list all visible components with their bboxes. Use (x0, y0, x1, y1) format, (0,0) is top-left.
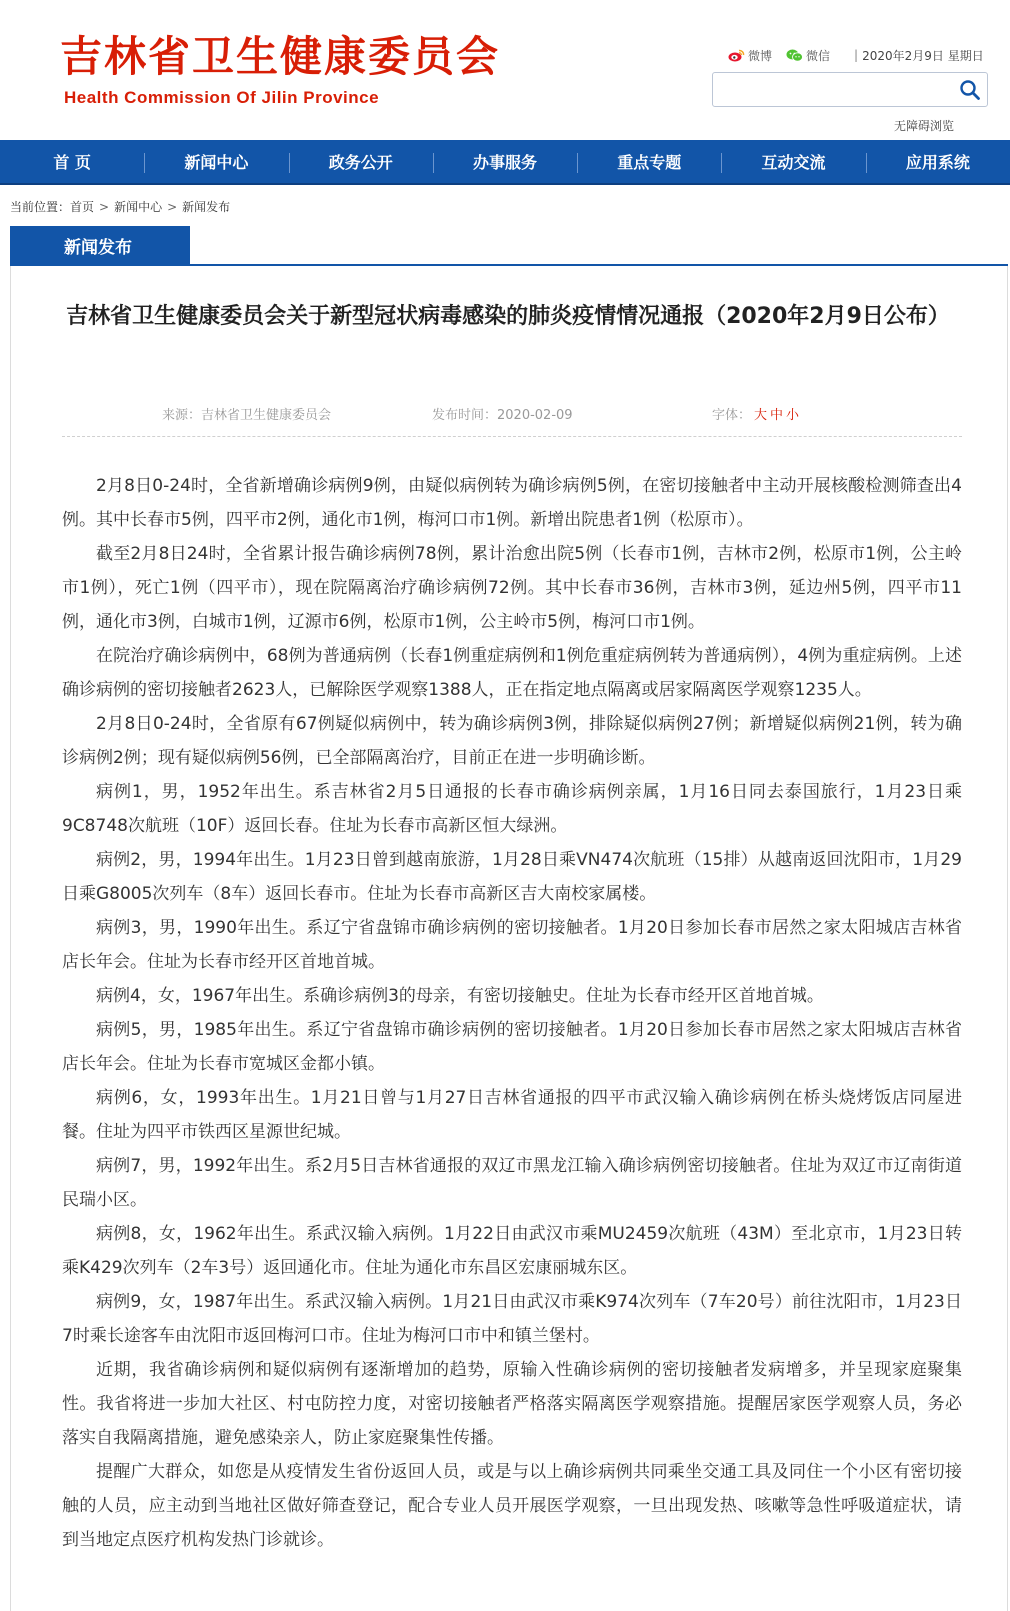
nav-item-applications[interactable]: 应用系统 (866, 140, 1010, 183)
section-bar (10, 226, 1008, 266)
breadcrumb-home[interactable]: 首页 (70, 200, 95, 214)
article-paragraph: 提醒广大群众，如您是从疫情发生省份返回人员，或是与以上确诊病例共同乘坐交通工具及同住一个小区有密切接触的人员，应主动到当地社区做好筛查登记，配合专业人员开展医学观察，一旦出现发热、咳嗽等急性呼吸道症状，请到当地定点医疗机构发热门诊就诊。 (62, 1462, 962, 1550)
search-input[interactable] (713, 73, 953, 106)
search-icon[interactable] (959, 79, 981, 101)
wechat-label: 微信 (806, 48, 831, 63)
breadcrumb-prefix: 当前位置： (10, 200, 71, 214)
article-paragraph: 2月8日0-24时，全省原有67例疑似病例中，转为确诊病例3例，排除疑似病例27例；新增疑似病例21例，转为确诊病例2例；现有疑似病例56例，已全部隔离治疗，目前正在进一步明确诊断。 (62, 714, 962, 768)
nav-item-home[interactable]: 首 页 (53, 153, 91, 172)
article-paragraph: 病例3，男，1990年出生。系辽宁省盘锦市确诊病例的密切接触者。1月20日参加长春市居然之家太阳城店吉林省店长年会。住址为长春市经开区首地首城。 (62, 918, 962, 972)
article-paragraph: 在院治疗确诊病例中，68例为普通病例（长春1例重症病例和1例危重症病例转为普通病例），4例为重症病例。上述确诊病例的密切接触者2623人，已解除医学观察1388人，正在指定地点隔离或居家隔离医学观察1235人。 (62, 646, 962, 700)
breadcrumb-news-release[interactable]: 新闻发布 (182, 200, 231, 214)
accessible-browse-link[interactable]: 无障碍浏览 (894, 119, 955, 133)
article-title: 吉林省卫生健康委员会关于新型冠状病毒感染的肺炎疫情情况通报（2020年2月9日公布） (66, 304, 950, 329)
font-medium-button[interactable]: 中 (770, 408, 784, 423)
article-paragraph: 病例1，男，1952年出生。系吉林省2月5日通报的长春市确诊病例亲属，1月16日同去泰国旅行，1月23日乘9C8748次航班（10F）返回长春。住址为长春市高新区恒大绿洲。 (62, 782, 962, 836)
nav-item-interaction[interactable]: 互动交流 (721, 140, 865, 183)
article-paragraph: 病例2，男，1994年出生。1月23日曾到越南旅游，1月28日乘VN474次航班（15排）从越南返回沈阳市，1月29日乘G8005次列车（8车）返回长春市。住址为长春市高新区吉大南校家属楼。 (62, 850, 962, 904)
weibo-link[interactable] (728, 47, 772, 64)
source-label: 来源： (162, 408, 202, 423)
time-label: 发布时间： (432, 408, 498, 423)
site-logo-subtitle: Health Commission Of Jilin Province (64, 88, 380, 107)
weibo-label: 微博 (748, 48, 773, 63)
date-separator: | (854, 48, 859, 62)
search-box (712, 72, 988, 107)
site-logo-title[interactable]: 吉林省卫生健康委员会 (60, 32, 501, 81)
nav-item-key-topics[interactable]: 重点专题 (577, 140, 721, 183)
font-size-switcher (712, 404, 799, 423)
article-paragraph: 病例4，女，1967年出生。系确诊病例3的母亲，有密切接触史。住址为长春市经开区首地首城。 (96, 986, 824, 1006)
article-publish-time (432, 404, 573, 423)
article-paragraph: 病例8，女，1962年出生。系武汉输入病例。1月22日由武汉市乘MU2459次航班（43M）至北京市，1月23日转乘K429次列车（2车3号）返回通化市。住址为通化市东昌区宏康丽城东区。 (62, 1224, 962, 1278)
font-small-button[interactable]: 小 (786, 408, 800, 423)
meta-divider (62, 436, 962, 437)
article-body (62, 469, 962, 1557)
article-paragraph: 病例6，女，1993年出生。1月21日曾与1月27日吉林省通报的四平市武汉输入确诊病例在桥头烧烤饭店同屋进餐。住址为四平市铁西区星源世纪城。 (62, 1088, 962, 1142)
breadcrumb (10, 198, 230, 215)
article-paragraph: 2月8日0-24时，全省新增确诊病例9例，由疑似病例转为确诊病例5例，在密切接触者中主动开展核酸检测筛查出4例。其中长春市5例，四平市2例，通化市1例，梅河口市1例。新增出院患者1例（松原市）。 (62, 476, 962, 530)
breadcrumb-news-center[interactable]: 新闻中心 (114, 200, 163, 214)
top-links (728, 44, 984, 66)
breadcrumb-separator: > (99, 199, 110, 214)
article-paragraph: 病例9，女，1987年出生。系武汉输入病例。1月21日由武汉市乘K974次列车（7车20号）前往沈阳市，1月23日7时乘长途客车由沈阳市返回梅河口市。住址为梅河口市中和镇兰堡村。 (62, 1292, 962, 1346)
nav-item-news-center[interactable]: 新闻中心 (144, 140, 288, 183)
time-value: 2020-02-09 (497, 408, 573, 423)
nav-item-government-affairs[interactable]: 政务公开 (289, 140, 433, 183)
current-date: 2020年2月9日 星期日 (862, 48, 984, 63)
font-large-button[interactable]: 大 (754, 408, 768, 423)
section-tab-news-release: 新闻发布 (10, 226, 190, 264)
font-label: 字体： (712, 408, 752, 423)
main-nav (0, 140, 1010, 185)
weibo-icon (728, 49, 745, 62)
article-paragraph: 病例5，男，1985年出生。系辽宁省盘锦市确诊病例的密切接触者。1月20日参加长春市居然之家太阳城店吉林省店长年会。住址为长春市宽城区金都小镇。 (62, 1020, 962, 1074)
source-value: 吉林省卫生健康委员会 (201, 408, 332, 423)
article-paragraph: 近期，我省确诊病例和疑似病例有逐渐增加的趋势，原输入性确诊病例的密切接触者发病增多，并呈现家庭聚集性。我省将进一步加大社区、村屯防控力度，对密切接触者严格落实隔离医学观察措施。提醒居家医学观察人员，务必落实自我隔离措施，避免感染亲人，防止家庭聚集性传播。 (62, 1360, 962, 1448)
wechat-icon (786, 49, 803, 62)
breadcrumb-separator: > (167, 199, 178, 214)
article-source (162, 404, 331, 423)
nav-item-services[interactable]: 办事服务 (433, 140, 577, 183)
wechat-link[interactable] (786, 47, 830, 64)
article-paragraph: 病例7，男，1992年出生。系2月5日吉林省通报的双辽市黑龙江输入确诊病例密切接触者。住址为双辽市辽南街道民瑞小区。 (62, 1156, 962, 1210)
article-paragraph: 截至2月8日24时，全省累计报告确诊病例78例，累计治愈出院5例（长春市1例，吉林市2例，松原市1例，公主岭市1例），死亡1例（四平市），现在院隔离治疗确诊病例72例。其中长春市36例，吉林市3例，延边州5例，四平市11例，通化市3例，白城市1例，辽源市6例，松原市1例，公主岭市5例，梅河口市1例。 (62, 544, 962, 632)
site-header (0, 0, 1010, 140)
